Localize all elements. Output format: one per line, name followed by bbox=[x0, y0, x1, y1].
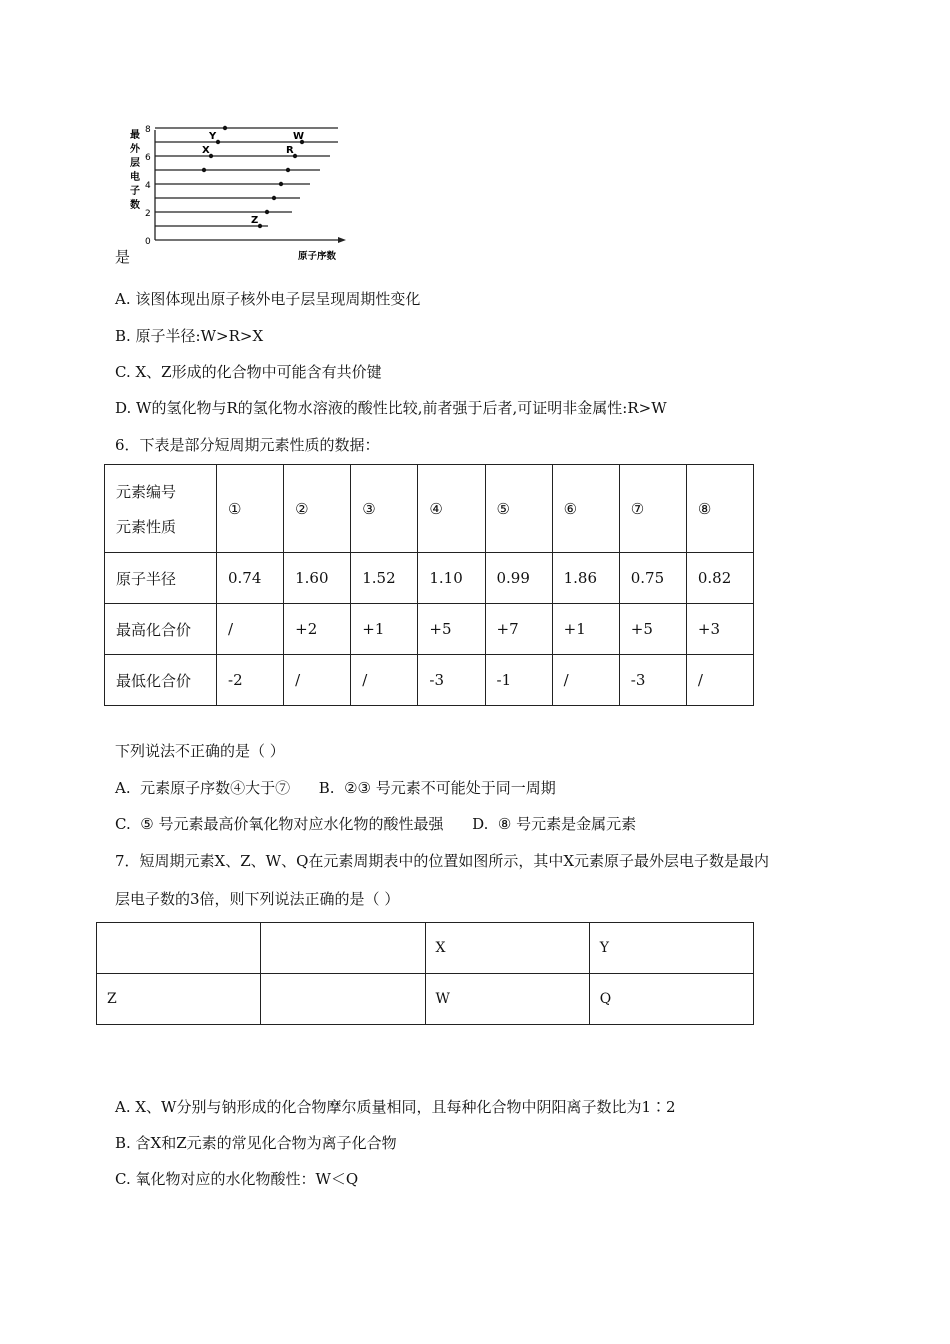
point-label: R bbox=[286, 145, 294, 156]
table-cell: 1.52 bbox=[351, 553, 418, 604]
data-point bbox=[258, 224, 262, 228]
table-cell: X bbox=[425, 923, 589, 974]
q6-options-cd: C. ⑤ 号元素最高价氧化物对应水化物的酸性最强 D. ⑧ 号元素是金属元素 bbox=[115, 815, 637, 833]
col-header: ④ bbox=[418, 465, 485, 553]
row-label: 最高化合价 bbox=[105, 604, 217, 655]
table-cell: W bbox=[425, 974, 589, 1025]
table-cell: / bbox=[552, 655, 619, 706]
table-cell: 0.99 bbox=[485, 553, 552, 604]
point-label: X bbox=[202, 145, 210, 156]
table-cell: -2 bbox=[217, 655, 284, 706]
y-tick-label: 4 bbox=[145, 181, 151, 191]
table-cell: / bbox=[284, 655, 351, 706]
table-cell bbox=[261, 974, 425, 1025]
header-line1: 元素编号 bbox=[116, 482, 177, 501]
data-point bbox=[272, 196, 276, 200]
table-row bbox=[97, 923, 754, 974]
y-tick-label: 2 bbox=[145, 209, 151, 219]
table-row bbox=[105, 604, 754, 655]
q5-option-a: A. 该图体现出原子核外电子层呈现周期性变化 bbox=[115, 290, 421, 308]
y-tick-label: 8 bbox=[145, 125, 151, 135]
col-header: ③ bbox=[351, 465, 418, 553]
table-cell: +1 bbox=[552, 604, 619, 655]
table-cell: Q bbox=[589, 974, 753, 1025]
table-cell: / bbox=[351, 655, 418, 706]
y-tick-label: 6 bbox=[145, 153, 151, 163]
table-row bbox=[105, 655, 754, 706]
data-point bbox=[223, 126, 227, 130]
y-axis-label bbox=[130, 128, 141, 211]
q5-option-c: C. X、Z形成的化合物中可能含有共价键 bbox=[115, 363, 382, 381]
table-cell: Y bbox=[589, 923, 753, 974]
q6-options-ab: A. 元素原子序数④大于⑦ B. ②③ 号元素不可能处于同一周期 bbox=[115, 779, 556, 797]
table-cell: -1 bbox=[485, 655, 552, 706]
table-cell: / bbox=[686, 655, 753, 706]
table-row bbox=[97, 974, 754, 1025]
col-header: ⑤ bbox=[485, 465, 552, 553]
table-cell: +1 bbox=[351, 604, 418, 655]
q7-option-a: A. X、W分别与钠形成的化合物摩尔质量相同，且每种化合物中阴阳离子数比为1∶2 bbox=[115, 1098, 676, 1116]
table-cell: 0.82 bbox=[686, 553, 753, 604]
y-tick-label: 0 bbox=[145, 237, 151, 247]
element-property-table bbox=[104, 464, 754, 706]
row-label: 最低化合价 bbox=[105, 655, 217, 706]
point-label: Z bbox=[251, 215, 259, 226]
table-cell: 1.10 bbox=[418, 553, 485, 604]
row-label: 原子半径 bbox=[105, 553, 217, 604]
table-row bbox=[105, 553, 754, 604]
col-header: ⑥ bbox=[552, 465, 619, 553]
q7-stem-line1: 7．短周期元素X、Z、W、Q在元素周期表中的位置如图所示，其中X元素原子最外层电子数是最内 bbox=[115, 852, 770, 870]
point-label: Y bbox=[209, 131, 217, 142]
q7-stem-line2: 层电子数的3倍，则下列说法正确的是（ ） bbox=[115, 890, 400, 908]
point-label: W bbox=[293, 131, 305, 142]
q6-stem: 6．下表是部分短周期元素性质的数据： bbox=[115, 436, 380, 454]
y-label-char: 电 bbox=[130, 172, 140, 183]
q5-stem-tail: 是 bbox=[115, 248, 131, 266]
table-cell bbox=[261, 923, 425, 974]
q6-question: 下列说法不正确的是（ ） bbox=[115, 742, 285, 760]
table-cell: / bbox=[217, 604, 284, 655]
electron-chart bbox=[118, 122, 358, 272]
y-axis-ticks bbox=[145, 125, 151, 247]
x-axis-arrow bbox=[338, 237, 346, 243]
y-label-char: 层 bbox=[130, 158, 140, 169]
q7-option-c: C. 氧化物对应的水化物酸性：W＜Q bbox=[115, 1170, 359, 1188]
y-label-char: 最 bbox=[130, 130, 140, 141]
table-cell bbox=[97, 923, 261, 974]
table-cell: Z bbox=[97, 974, 261, 1025]
col-header: ⑦ bbox=[619, 465, 686, 553]
table-header-row bbox=[105, 465, 754, 553]
table-cell: +3 bbox=[686, 604, 753, 655]
table-cell: +7 bbox=[485, 604, 552, 655]
header-line2: 元素性质 bbox=[116, 517, 177, 536]
y-label-char: 数 bbox=[130, 200, 140, 211]
data-point bbox=[202, 168, 206, 172]
data-point bbox=[279, 182, 283, 186]
data-point bbox=[265, 210, 269, 214]
table-cell: 0.75 bbox=[619, 553, 686, 604]
col-header: ② bbox=[284, 465, 351, 553]
q7-option-b: B. 含X和Z元素的常见化合物为离子化合物 bbox=[115, 1134, 397, 1152]
table-cell: +5 bbox=[418, 604, 485, 655]
q5-option-d: D. W的氢化物与R的氢化物水溶液的酸性比较,前者强于后者,可证明非金属性:R>W bbox=[115, 399, 667, 417]
header-corner-cell bbox=[105, 465, 217, 553]
data-point bbox=[286, 168, 290, 172]
x-axis-label: 原子序数 bbox=[298, 251, 337, 262]
table-cell: +2 bbox=[284, 604, 351, 655]
col-header: ① bbox=[217, 465, 284, 553]
data-rows bbox=[155, 126, 338, 228]
table-cell: -3 bbox=[418, 655, 485, 706]
table-cell: -3 bbox=[619, 655, 686, 706]
table-cell: 0.74 bbox=[217, 553, 284, 604]
y-label-char: 子 bbox=[130, 186, 140, 197]
data-point bbox=[216, 140, 220, 144]
q5-option-b: B. 原子半径:W>R>X bbox=[115, 327, 264, 345]
col-header: ⑧ bbox=[686, 465, 753, 553]
table-cell: 1.86 bbox=[552, 553, 619, 604]
table-cell: 1.60 bbox=[284, 553, 351, 604]
table-cell: +5 bbox=[619, 604, 686, 655]
y-label-char: 外 bbox=[130, 144, 140, 155]
periodic-position-table bbox=[96, 922, 754, 1025]
